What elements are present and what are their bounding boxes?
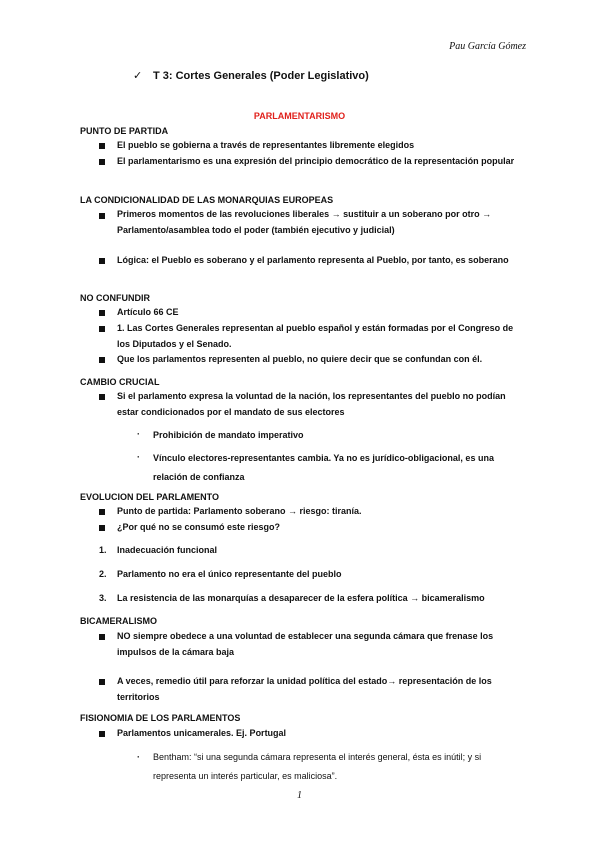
list-item: Artículo 66 CE [117,307,179,317]
list-item: NO siempre obedece a una voluntad de establecer una segunda cámara que frenase los impulsos de la cámara baja [117,631,494,657]
dot-bullet-icon: · [137,752,140,762]
list-number: 2. [99,569,107,579]
numbered-item: La resistencia de las monarquías a desaparecer de la esfera política → bicameralismo [117,593,485,603]
list-item: Primeros momentos de las revoluciones liberales → sustituir a un soberano por otro → Parlamento/asamblea todo el poder (también ejecutivo y judicial) [117,209,492,235]
list-item: El parlamentarismo es una expresión del principio democrático de la representación popular [117,156,515,166]
square-bullet-icon [99,679,105,685]
page-number: 1 [297,790,302,801]
author-name: Pau García Gómez [449,41,526,52]
checkmark-icon: ✓ [133,70,143,82]
list-item: Parlamentos unicamerales. Ej. Portugal [117,728,287,738]
square-bullet-icon [99,509,105,515]
square-bullet-icon [99,143,105,149]
list-item: Punto de partida: Parlamento soberano → riesgo: tiranía. [117,506,362,516]
list-item: 1. Las Cortes Generales representan al pueblo español y están formadas por el Congreso de los Diputados y el Senado. [117,323,514,349]
section-title: PARLAMENTARISMO [253,111,346,121]
list-number: 1. [99,545,107,555]
square-bullet-icon [99,258,105,264]
list-item: Si el parlamento expresa la voluntad de la nación, los representantes del pueblo no podían estar condicionados por el mandato de sus electores [117,391,506,417]
dot-bullet-icon: · [137,429,140,439]
list-item: El pueblo se gobierna a través de representantes libremente elegidos [117,140,415,150]
square-bullet-icon [99,731,105,737]
list-item: A veces, remedio útil para reforzar la unidad política del estado→ representación de los territorios [117,676,492,702]
sub-item: Prohibición de mandato imperativo [153,430,304,440]
numbered-item: Inadecuación funcional [117,545,218,555]
heading-bicameralismo: BICAMERALISMO [80,616,157,626]
heading-evolucion: EVOLUCION DEL PARLAMENTO [80,492,220,502]
heading-no-confundir: NO CONFUNDIR [80,293,150,303]
square-bullet-icon [99,213,105,219]
sub-item: Vínculo electores-representantes cambia. Ya no es jurídico-obligacional, es una relación de confianza [153,453,494,482]
square-bullet-icon [99,159,105,165]
square-bullet-icon [99,525,105,531]
numbered-item: Parlamento no era el único representante del pueblo [117,569,342,579]
heading-punto-partida: PUNTO DE PARTIDA [80,126,169,136]
list-number: 3. [99,593,107,603]
square-bullet-icon [99,357,105,363]
list-item: ¿Por qué no se consumó este riesgo? [117,522,281,532]
list-item: Que los parlamentos representen al pueblo, no quiere decir que se confundan con él. [117,354,483,364]
heading-condicionalidad: LA CONDICIONALIDAD DE LAS MONARQUIAS EUROPEAS [80,195,334,205]
topic-title-text: T 3: Cortes Generales (Poder Legislativo) [153,70,369,82]
list-item: Lógica: el Pueblo es soberano y el parlamento representa al Pueblo, por tanto, es soberano [117,255,509,265]
square-bullet-icon [99,310,105,316]
heading-cambio-crucial: CAMBIO CRUCIAL [80,377,160,387]
square-bullet-icon [99,326,105,332]
square-bullet-icon [99,634,105,640]
heading-fisionomia: FISIONOMIA DE LOS PARLAMENTOS [80,713,241,723]
sub-item: Bentham: “si una segunda cámara representa el interés general, ésta es inútil; y si representa un interés particular, es maliciosa”. [153,752,482,781]
square-bullet-icon [99,394,105,400]
topic-title [133,69,369,82]
dot-bullet-icon: · [137,452,140,462]
